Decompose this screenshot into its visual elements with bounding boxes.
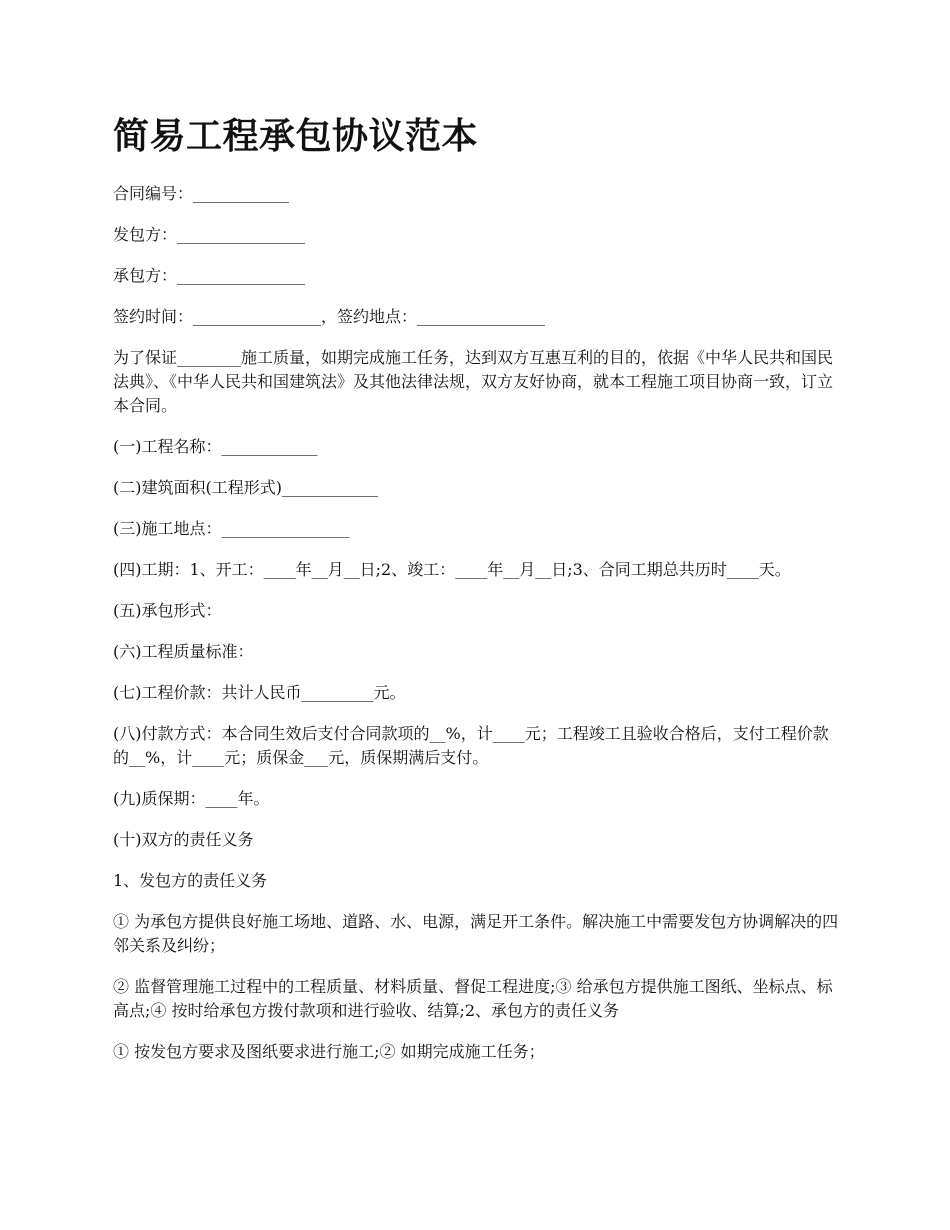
duty-item: ② 监督管理施工过程中的工程质量、材料质量、督促工程进度;③ 给承包方提供施工图纸、坐标点、标高点;④ 按时给承包方拨付款项和进行验收、结算;2、承包方的责任义务 <box>113 977 833 1020</box>
signing-info-line: 签约时间：________________，签约地点：________________ <box>113 307 546 326</box>
document-body <box>113 112 841 1081</box>
section-party-a-duties: 1、发包方的责任义务 <box>113 871 268 890</box>
clause-contract-form: (五)承包形式： <box>113 601 222 620</box>
page-title: 简易工程承包协议范本 <box>113 115 479 157</box>
clause-schedule: (四)工期：1、开工：____年__月__日;2、竣工：____年__月__日;3、合同工期总共历时____天。 <box>113 560 791 579</box>
party-b-line: 承包方：________________ <box>113 266 306 285</box>
contract-number-line: 合同编号：____________ <box>113 184 290 203</box>
clause-responsibilities: (十)双方的责任义务 <box>113 830 254 849</box>
duty-item: ① 为承包方提供良好施工场地、道路、水、电源，满足开工条件。解决施工中需要发包方协调解决的四邻关系及纠纷； <box>113 912 839 955</box>
clause-construction-site: (三)施工地点：________________ <box>113 519 350 538</box>
clause-project-name: (一)工程名称：____________ <box>113 437 318 456</box>
clause-building-area: (二)建筑面积(工程形式)____________ <box>113 478 378 497</box>
clause-quality-standard: (六)工程质量标准： <box>113 642 254 661</box>
party-a-line: 发包方：________________ <box>113 225 306 244</box>
clause-project-price: (七)工程价款：共计人民币_________元。 <box>113 683 406 702</box>
preamble-paragraph: 为了保证________施工质量，如期完成施工任务，达到双方互惠互利的目的，依据《中华人民共和国民法典》、《中华人民共和国建筑法》及其他法律法规，双方友好协商，就本工程施工项目协商一致，订立本合同。 <box>113 348 834 415</box>
duty-item: ① 按发包方要求及图纸要求进行施工;② 如期完成施工任务； <box>113 1042 545 1061</box>
clause-warranty-period: (九)质保期：____年。 <box>113 789 270 808</box>
clause-payment-method: (八)付款方式：本合同生效后支付合同款项的__%，计____元；工程竣工且验收合格后，支付工程价款的__%，计____元；质保金___元，质保期满后支付。 <box>113 724 829 767</box>
